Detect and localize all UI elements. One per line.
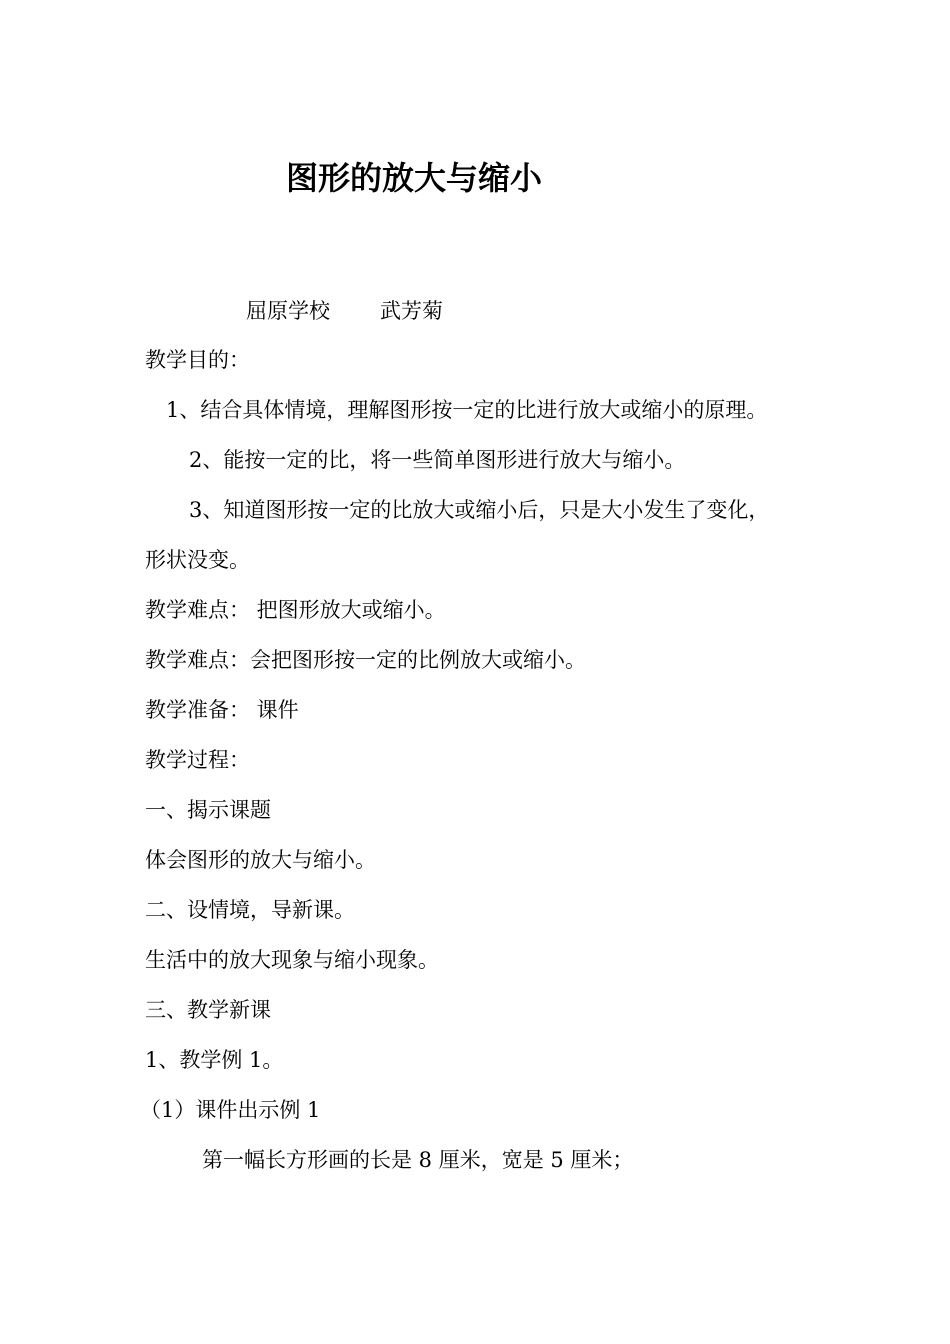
paragraph: 教学过程： [145,748,250,772]
paragraph: 教学难点： 把图形放大或缩小。 [145,598,446,622]
paragraph: （1）课件出示例 1 [140,1098,321,1122]
school-name: 屈原学校 [246,299,330,323]
paragraph: 教学目的： [145,348,250,372]
paragraph: 体会图形的放大与缩小。 [145,848,376,872]
paragraph: 2、能按一定的比，将一些简单图形进行放大与缩小。 [189,448,686,472]
paragraph: 教学准备： 课件 [145,698,299,722]
paragraph: 教学难点：会把图形按一定的比例放大或缩小。 [145,648,586,672]
paragraph: 3、知道图形按一定的比放大或缩小后，只是大小发生了变化， [189,498,770,522]
paragraph: 第一幅长方形画的长是 8 厘米，宽是 5 厘米； [202,1148,634,1172]
paragraph: 1、结合具体情境，理解图形按一定的比进行放大或缩小的原理。 [166,398,768,422]
paragraph: 一、揭示课题 [145,798,271,822]
paragraph: 1、教学例 1。 [145,1048,284,1072]
paragraph: 生活中的放大现象与缩小现象。 [145,948,439,972]
paragraph: 形状没变。 [145,548,250,572]
document-title: 图形的放大与缩小 [286,159,543,197]
author-name: 武芳菊 [380,299,443,323]
paragraph: 三、教学新课 [145,998,271,1022]
paragraph: 二、设情境，导新课。 [145,898,355,922]
